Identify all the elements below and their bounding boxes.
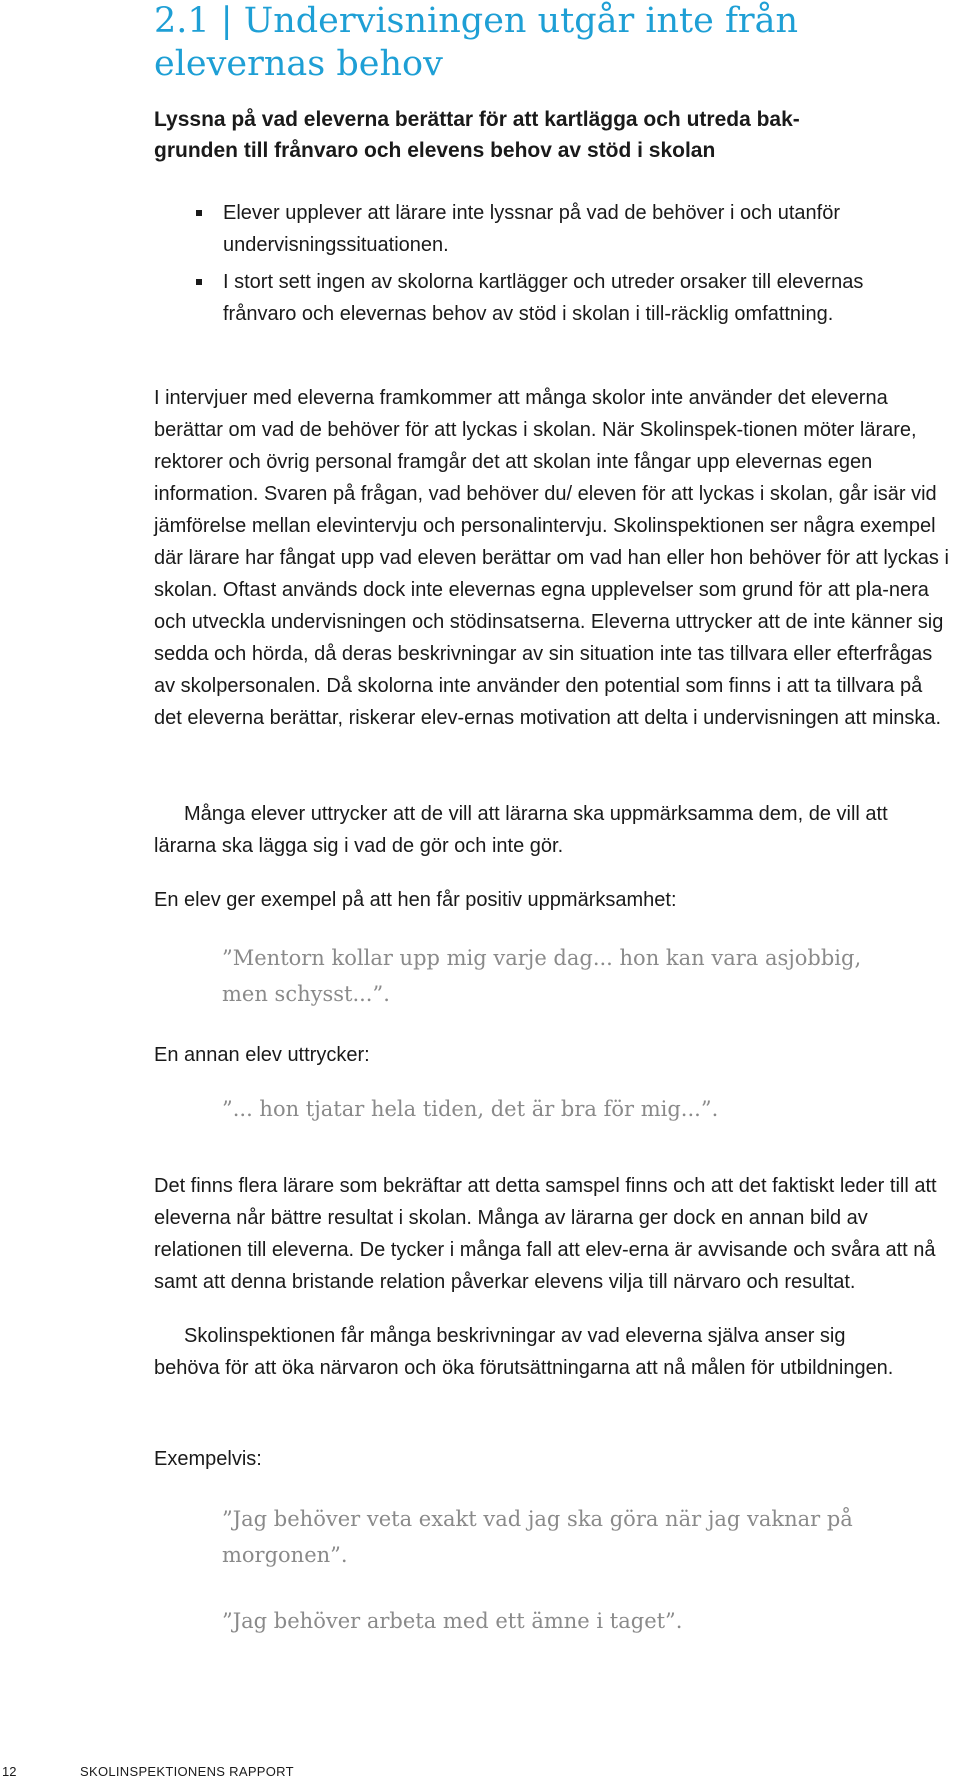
footer-title: SKOLINSPEKTIONENS RAPPORT bbox=[80, 1764, 294, 1779]
bullet-marker bbox=[196, 210, 202, 216]
page-number: 12 bbox=[2, 1764, 17, 1779]
bullet-text: Elever upplever att lärare inte lyssnar på vad de behöver i och utanför undervisningssituationen. bbox=[223, 202, 841, 256]
bullet-list bbox=[196, 197, 886, 335]
body-paragraph: Det finns flera lärare som bekräftar att detta samspel finns och att det faktiskt leder till att eleverna når bättre resultat i skolan. Många av lärarna ger dock en annan bild av relationen till eleverna. De tycker i många fall att elev-erna är avvisande och svåra att nå samt att denna bristande relation påverkar elevens vilja till närvaro och resultat. bbox=[154, 1175, 937, 1293]
bullet-text: I stort sett ingen av skolorna kartlägger och utreder orsaker till elevernas frånvaro och elevernas behov av stöd i skolan i till-räcklig omfattning. bbox=[223, 271, 864, 325]
list-item bbox=[196, 197, 886, 261]
body-paragraph: En annan elev uttrycker: bbox=[154, 1044, 370, 1066]
quote: ”Jag behöver veta exakt vad jag ska göra när jag vaknar på morgonen”. bbox=[222, 1507, 853, 1567]
body-paragraph: En elev ger exempel på att hen får positiv uppmärksamhet: bbox=[154, 889, 677, 911]
quote: ”Jag behöver arbeta med ett ämne i taget”. bbox=[222, 1609, 683, 1633]
list-item bbox=[196, 266, 886, 330]
lead-paragraph: Lyssna på vad eleverna berättar för att kartlägga och utreda bak-grunden till frånvaro och elevens behov av stöd i skolan bbox=[154, 108, 800, 162]
bullet-marker bbox=[196, 279, 202, 285]
body-paragraph: Skolinspektionen får många beskrivningar av vad eleverna själva anser sig behöva för att öka närvaron och öka förutsättningarna att nå målen för utbildningen. bbox=[154, 1325, 894, 1379]
body-paragraph: Många elever uttrycker att de vill att lärarna ska uppmärksamma dem, de vill att lärarna ska lägga sig i vad de gör och inte gör. bbox=[154, 803, 888, 857]
quote: ”... hon tjatar hela tiden, det är bra för mig...”. bbox=[222, 1097, 719, 1121]
section-heading: 2.1 | Undervisningen utgår inte från elevernas behov bbox=[154, 1, 799, 84]
body-paragraph: Exempelvis: bbox=[154, 1448, 262, 1470]
quote: ”Mentorn kollar upp mig varje dag... hon kan vara asjobbig, men schysst...”. bbox=[222, 946, 862, 1006]
body-paragraph: I intervjuer med eleverna framkommer att många skolor inte använder det eleverna berättar om vad de behöver för att lyckas i skolan. När Skolinspek-tionen möter lärare, rektorer och övrig personal framgår det att skolan inte fångar upp elevernas egen information. Svaren på frågan, vad behöver du/ eleven för att lyckas i skolan, går isär vid jämförelse mellan elevintervju och personalintervju. Skolinspektionen ser några exempel där lärare har fångat upp vad eleven berättar om vad han eller hon behöver för att lyckas i skolan. Oftast används dock inte elevernas egna upplevelser som grund för att pla-nera och utveckla undervisningen och stödinsatserna. Eleverna uttrycker att de inte känner sig sedda och hörda, då deras beskrivningar av sin situation inte tas tillvara eller efterfrågas av skolpersonalen. Då skolorna inte använder den potential som finns i att ta tillvara på det eleverna berättar, riskerar elev-ernas motivation att delta i undervisningen att minska. bbox=[154, 387, 949, 729]
